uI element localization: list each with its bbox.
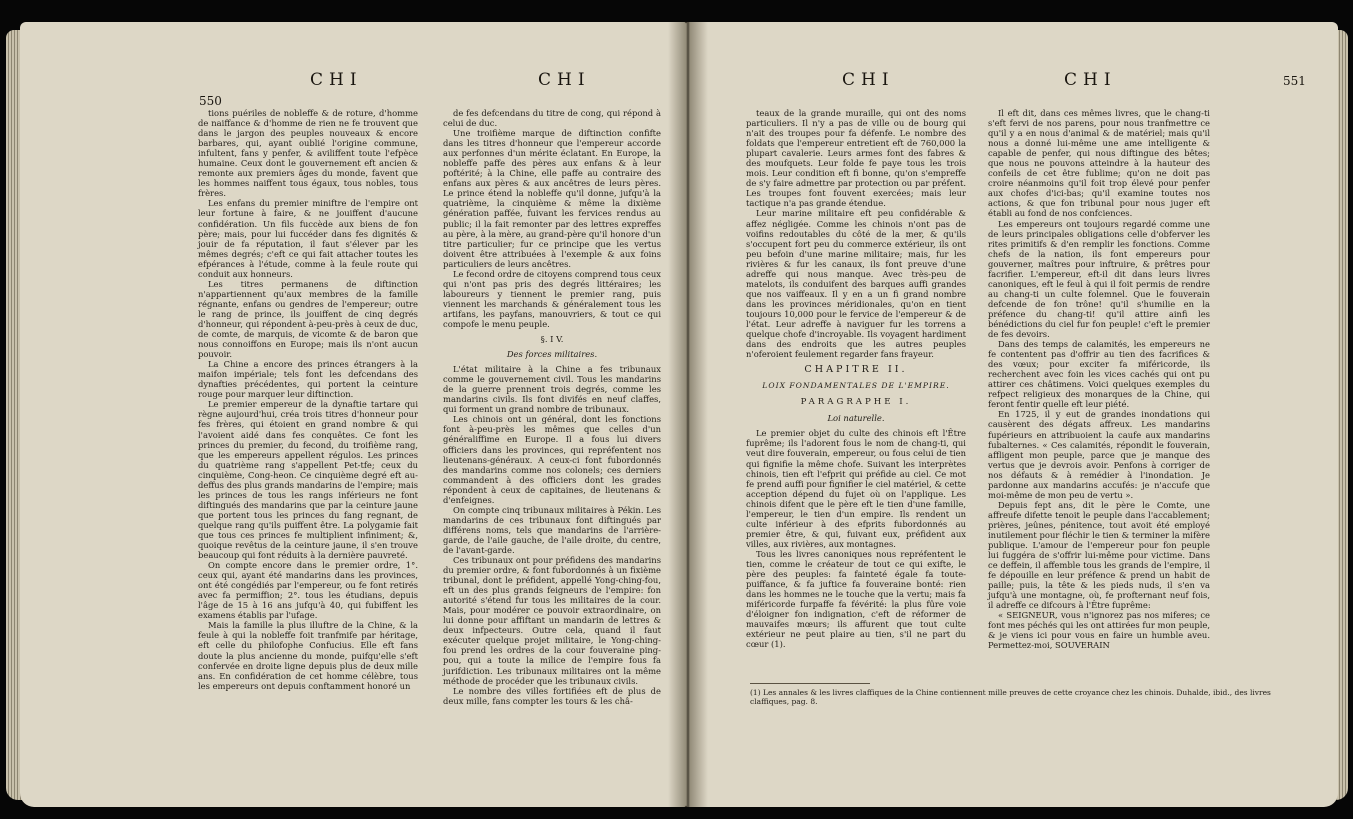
paragraph: Il eft dit, dans ces mêmes livres, que le chang-ti s'eft fervi de nos parens, pour nous tranfmettre ce qu'il y a en nous d'animal & de matériel; mais qu'il nous a donné lui-même une ame intelligente & capable de penfer, qui nous diftingue des bêtes; que nous ne pouvons atteindre à la hauteur des confeils de cet être fublime; qu'on ne doit pas croire néanmoins qu'il foit trop élevé pour penfer aux chofes d'ici-bas; qu'il examine toutes nos actions, & que fon tribunal pour nous juger eft établi au fond de nos confciences.	[988, 108, 1210, 219]
left-header-right: CHI	[538, 70, 591, 90]
paragraph: Le fecond ordre de citoyens comprend tous ceux qui n'ont pas pris des degrés littéraires; les laboureurs y tiennent le premier rang, puis viennent les marchands & généralement tous les artifans, les payfans, manouvriers, & tout ce qui compofe le menu peuple.	[443, 268, 661, 329]
paragraph: On compte cinq tribunaux militaires à Pékin. Les mandarins de ces tribunaux font diftingués par différens noms, tels que mandarins de l'arrière-garde, de l'aile gauche, de l'aile droite, du centre, de l'avant-garde.	[443, 504, 661, 555]
paragraph: Les empereurs ont toujours regardé comme une de leurs principales obligations celle d'obferver les rites primitifs & d'en remplir les fonctions. Comme chefs de la nation, ils font empereurs pour gouverner, maîtres pour inftruire, & prêtres pour facrifier. L'empereur, eft-il dit dans leurs livres canoniques, eft le feul à qui il foit permis de rendre au chang-ti un culte folemnel. Que le fouverain defcende de fon trône! qu'il s'humilie en la préfence du chang-ti! qu'il attire ainfi les bénédictions du ciel fur fon peuple! c'eft le premier de fes devoirs.	[988, 218, 1210, 340]
paragraph: Les enfans du premier miniftre de l'empire ont leur fortune à faire, & ne jouiffent d'aucune confidération. Un fils fuccède aux biens de fon père; mais, pour lui fuccéder dans fes dignités & jouir de fa réputation, il faut s'élever par les mêmes degrés; c'eft ce qui fait attacher toutes les efpérances à l'étude, comme à la feule route qui conduit aux honneurs.	[198, 198, 418, 279]
paragraph: teaux de la grande muraille, qui ont des noms particuliers. Il n'y a pas de ville ou de bourg qui n'ait des troupes pour fa défenfe. Le nombre des foldats que l'empereur entretient eft de 760,000 la plupart cavalerie. Leurs armes font des fabres & des moufquets. Leur folde fe paye tous les trois mois. Leur condition eft fi bonne, qu'on s'empreffe de s'y faire admettre par protection ou par préfent. Les troupes font fouvent exercées; mais leur tactique n'a pas grande étendue.	[746, 108, 966, 209]
paragraph: On compte encore dans le premier ordre, 1°. ceux qui, ayant été mandarins dans les provinces, ont été congédiés par l'empereur, ou fe font retirés avec fa permiffion; 2°. tous les étudians, depuis l'âge de 15 à 16 ans jufqu'à 40, qui fubiffent les examens établis par l'ufage.	[198, 560, 418, 621]
paragraph: Le premier empereur de la dynaftie tartare qui règne aujourd'hui, créa trois titres d'honneur pour fes frères, qui étoient en grand nombre & qui l'avoient aidé dans fes conquêtes. Ce font les princes du premier, du fecond, du troifième rang, que les empereurs appellent régulos. Les princes du quatrième rang s'appellent Pet-tfe; ceux du cinquième, Cong-heon. Ce cinquième degré eft au-deffus des plus grands mandarins de l'empire; mais les princes de tous les rangs inférieurs ne font diftingués des mandarins que par la ceinture jaune que portent tous les princes du fang regnant, de quelque rang qu'ils puiffent être. La polygamie fait que tous ces princes fe multiplient infiniment; &, quoique revêtus de la ceinture jaune, il s'en trouve beaucoup qui font réduits à la dernière pauvreté.	[198, 399, 418, 561]
paragraph: L'état militaire à la Chine a fes tribunaux comme le gouvernement civil. Tous les mandarins de la guerre prennent trois degrés, comme les mandarins civils. Ils font divifés en neuf claffes, qui forment un grand nombre de tribunaux.	[443, 364, 661, 415]
section-title: Loi naturelle.	[827, 413, 885, 424]
paragraph: tions puériles de nobleffe & de roture, d'homme de naiffance & d'homme de rien ne fe trouvent que dans le jargon des peuples nouveaux & encore barbares, qui, ayant oublié l'origine commune, infultent, fans y penfer, & aviliffent toute l'efpèce humaine. Ceux dont le gouvernement eft ancien & remonte aux premiers âges du monde, favent que les hommes naiffent tous égaux, tous nobles, tous frères.	[198, 108, 418, 199]
paragraph: La Chine a encore des princes étrangers à la maifon impériale; tels font les defcendans des dynafties précédentes, qui portent la ceinture rouge pour marquer leur diftinction.	[198, 359, 418, 400]
paragraph: Mais la famille la plus illuftre de la Chine, & la feule à qui la nobleffe foit tranfmife par héritage, eft celle du philofophe Confucius. Elle eft fans doute la plus ancienne du monde, puifqu'elle s'eft confervée en droite ligne depuis plus de deux mille ans. En confidération de cet homme célèbre, tous les empereurs ont depuis conftamment honoré un	[198, 620, 418, 691]
paragraph: En 1725, il y eut de grandes inondations qui causèrent des dégats affreux. Les mandarins fupérieurs en attribuoient la caufe aux mandarins fubalternes. « Ces calamités, répondit le fouverain, affligent mon peuple, parce que je manque des vertus que je devrois avoir. Penfons à corriger de nos défauts & à remédier à l'inondation. Je pardonne aux mandarins accufés: je n'accufe que moi-même de mon peu de vertu ».	[988, 409, 1210, 500]
left-page-number: 550	[199, 94, 222, 108]
left-column-1	[198, 108, 418, 691]
paragraph: Les chinois ont un général, dont les fonctions font à-peu-près les mêmes que celles d'un généraliffime en Europe. Il a fous lui divers officiers dans les provinces, qui repréfentent nos lieutenans-généraux. A ceux-ci font fubordonnés des mandarins comme nos colonels; ces derniers commandent à des officiers dont les grades répondent à ceux de capitaines, de lieutenans & d'enfeignes.	[443, 414, 661, 505]
right-column-2	[988, 108, 1210, 651]
paragraph-heading: PARAGRAPHE I.	[800, 397, 912, 408]
paragraph: de fes defcendans du titre de cong, qui répond à celui de duc.	[443, 108, 661, 129]
section-number: §. I V.	[540, 334, 564, 345]
right-column-1	[746, 108, 966, 649]
left-header-left: CHI	[310, 70, 363, 90]
paragraph: Le premier objet du culte des chinois eft l'Être fuprême; ils l'adorent fous le nom de chang-ti, qui veut dire fouverain, empereur, ou fous celui de tien qui fignifie la même chofe. Suivant les interprètes chinois, tien eft l'efprit qui préfide au ciel. Ce mot fe prend auffi pour fignifier le ciel matériel, & cette acception dépend du fujet où on l'applique. Les chinois difent que le père eft le tien d'une famille, l'empereur, le tien d'un empire. Ils rendent un culte inférieur à des efprits fubordonnés au premier être, & qui, fuivant eux, préfident aux villes, aux rivières, aux montagnes.	[746, 428, 966, 549]
book-gutter-shadow	[668, 22, 708, 807]
paragraph: Ces tribunaux ont pour préfidens des mandarins du premier ordre, & font fubordonnés à un fixième tribunal, dont le préfident, appellé Yong-ching-fou, eft un des plus grands feigneurs de l'empire: fon autorité s'étend fur tous les militaires de la cour. Mais, pour modérer ce pouvoir extraordinaire, on lui donne pour affiftant un mandarin de lettres & deux infpecteurs. Outre cela, quand il faut exécuter quelque projet militaire, le Yong-ching-fou prend les ordres de la cour fouveraine ping-pou, qui a toute la milice de l'empire fous fa jurifdiction. Les tribunaux militaires ont la même méthode de procéder que les tribunaux civils.	[443, 555, 661, 686]
footnote: (1) Les annales & les livres claffiques de la Chine contiennent mille preuves de cette croyance chez les chinois. Duhalde, ibid., des livres claffiques, pag. 8.	[750, 688, 1271, 706]
left-page	[20, 22, 686, 807]
paragraph: Une troifième marque de diftinction confifte dans les titres d'honneur que l'empereur accorde aux perfonnes d'un mérite éclatant. En Europe, la nobleffe paffe des pères aux enfans & à leur poftérité; à la Chine, elle paffe au contraire des enfans aux pères & aux ancêtres de leurs pères. Le prince étend la nobleffe qu'il donne, jufqu'à la quatrième, la cinquième & même la dixième génération paffée, fuivant les fervices rendus au public; il la fait remonter par des lettres expreffes au père, à la mère, au grand-père qu'il honore d'un titre particulier; fur ce principe que les vertus doivent être attribuées à l'exemple & aux foins particuliers de leurs ancêtres.	[443, 128, 661, 269]
left-column-2	[443, 108, 661, 706]
section-title: Des forces militaires.	[506, 349, 598, 360]
paragraph: Dans des temps de calamités, les empereurs ne fe contentent pas d'offrir au tien des facrifices & des vœux; pour exciter fa miféricorde, ils recherchent avec foin les vices cachés qui ont pu attirer ces châtimens. Voici quelques exemples du refpect religieux des monarques de la Chine, qui feront fentir quelle eft leur piété.	[988, 339, 1210, 410]
chapter-heading: CHAPITRE II.	[804, 364, 908, 376]
footnote-rule	[750, 683, 870, 684]
paragraph: « SEIGNEUR, vous n'ignorez pas nos miferes; ce font mes péchés qui les ont attirées fur mon peuple, & je viens ici pour vous en faire un humble aveu. Permettez-moi, SOUVERAIN	[988, 610, 1210, 651]
paragraph: Tous les livres canoniques nous repréfentent le tien, comme le créateur de tout ce qui exifte, le père des peuples: fa fainteté égale fa toute-puiffance, & fa juftice fa fouveraine bonté: rien dans les hommes ne le touche que la vertu; mais fa miféricorde furpaffe fa févérité: la plus fûre voie d'éloigner fon indignation, c'eft de réformer de mauvaifes mœurs; ils affurent que tout culte extérieur ne peut plaire au tien, s'il ne part du cœur (1).	[746, 548, 966, 650]
right-page-number: 551	[1283, 74, 1306, 88]
right-header-left: CHI	[842, 70, 895, 90]
paragraph: Leur marine militaire eft peu confidérable & affez négligée. Comme les chinois n'ont pas de voifins redoutables du côté de la mer, & qu'ils s'occupent fort peu du commerce extérieur, ils ont peu befoin d'une marine militaire; mais, fur les rivières & fur les canaux, ils font preuve d'une adreffe qui nous manque. Avec très-peu de matelots, ils conduifent des barques auffi grandes que nos vaiffeaux. Il y en a un fi grand nombre dans les provinces méridionales, qu'on en tient toujours 10,000 pour le fervice de l'empereur & de l'état. Leur adreffe à naviguer fur les torrens a quelque chofe d'incroyable. Ils voyagent hardiment dans des endroits que les autres peuples n'oferoient feulement regarder fans frayeur.	[746, 208, 966, 360]
right-header-right: CHI	[1064, 70, 1117, 90]
paragraph: Le nombre des villes fortifiées eft de plus de deux mille, fans compter les tours & les châ-	[443, 685, 661, 706]
paragraph: Depuis fept ans, dit le père le Comte, une affreufe difette tenoit le peuple dans l'accablement; prières, jeûnes, pénitence, tout avoit été employé inutilement pour fléchir le tien & terminer la mifère publique. L'amour de l'empereur pour fon peuple lui fuggéra de s'offrir lui-même pour victime. Dans ce deffein, il affemble tous les grands de l'empire, il fe dépouille en leur préfence & prend un habit de paille; puis, la tête & les pieds nuds, il s'en va jufqu'à une montagne, où, fe profternant neuf fois, il adreffe ce difcours à l'Être fuprême:	[988, 499, 1210, 611]
chapter-subtitle: LOIX FONDAMENTALES DE L'EMPIRE.	[762, 381, 950, 391]
paragraph: Les titres permanens de diftinction n'appartiennent qu'aux membres de la famille régnante, enfans ou gendres de l'empereur; outre le rang de prince, ils jouiffent de cinq degrés d'honneur, qui répondent à-peu-près à ceux de duc, de comte, de marquis, de vicomte & de baron que nous connoiffons en Europe; mais ils n'ont aucun pouvoir.	[198, 278, 418, 360]
